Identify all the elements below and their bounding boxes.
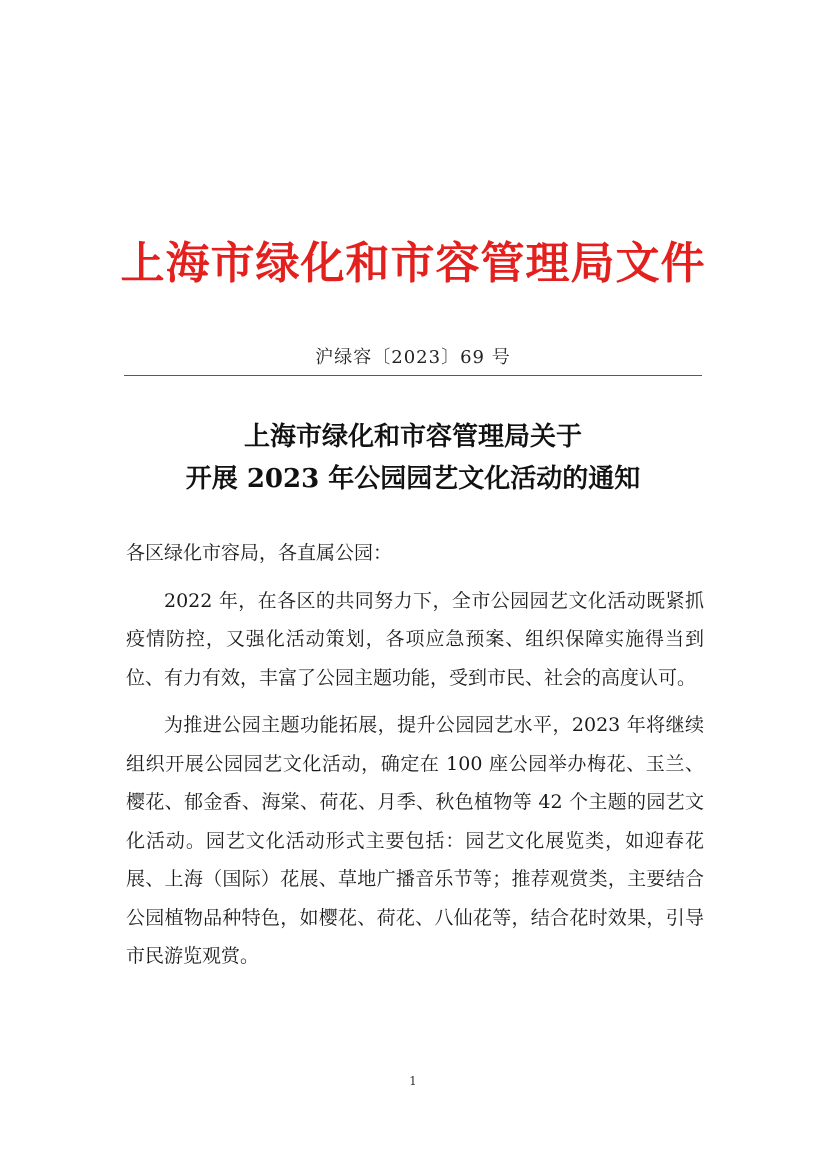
issuer-title: 上海市绿化和市容管理局文件 [120, 238, 706, 289]
salutation: 各区绿化市容局，各直属公园： [126, 542, 393, 564]
body-paragraph-1: 2022 年，在各区的共同努力下，全市公园园艺文化活动既紧抓疫情防控，又强化活动策划，各项应急预案、组织保障实施得当到位、有力有效，丰富了公园主题功能，受到市民、社会的高度认可。 [126, 589, 704, 689]
red-divider-line [124, 375, 702, 376]
notice-title [0, 416, 826, 500]
notice-title-line-1: 上海市绿化和市容管理局关于 [243, 422, 582, 452]
page-number: 1 [409, 1074, 417, 1088]
notice-body [126, 534, 704, 976]
document-number: 沪绿容〔2023〕69 号 [315, 347, 511, 368]
notice-title-line-2: 开展 2023 年公园园艺文化活动的通知 [185, 464, 641, 494]
body-paragraph-2: 为推进公园主题功能拓展，提升公园园艺水平，2023 年将继续组织开展公园园艺文化活动，确定在 100 座公园举办梅花、玉兰、樱花、郁金香、海棠、荷花、月季、秋色植物等 42 个主题的园艺文化活动。园艺文化活动形式主要包括：园艺文化展览类，如迎春花展、上海（国际）花展、草地广播音乐节等；推荐观赏类，主要结合公园植物品种特色，如樱花、荷花、八仙花等，结合花时效果，引导市民游览观赏。 [126, 714, 704, 967]
